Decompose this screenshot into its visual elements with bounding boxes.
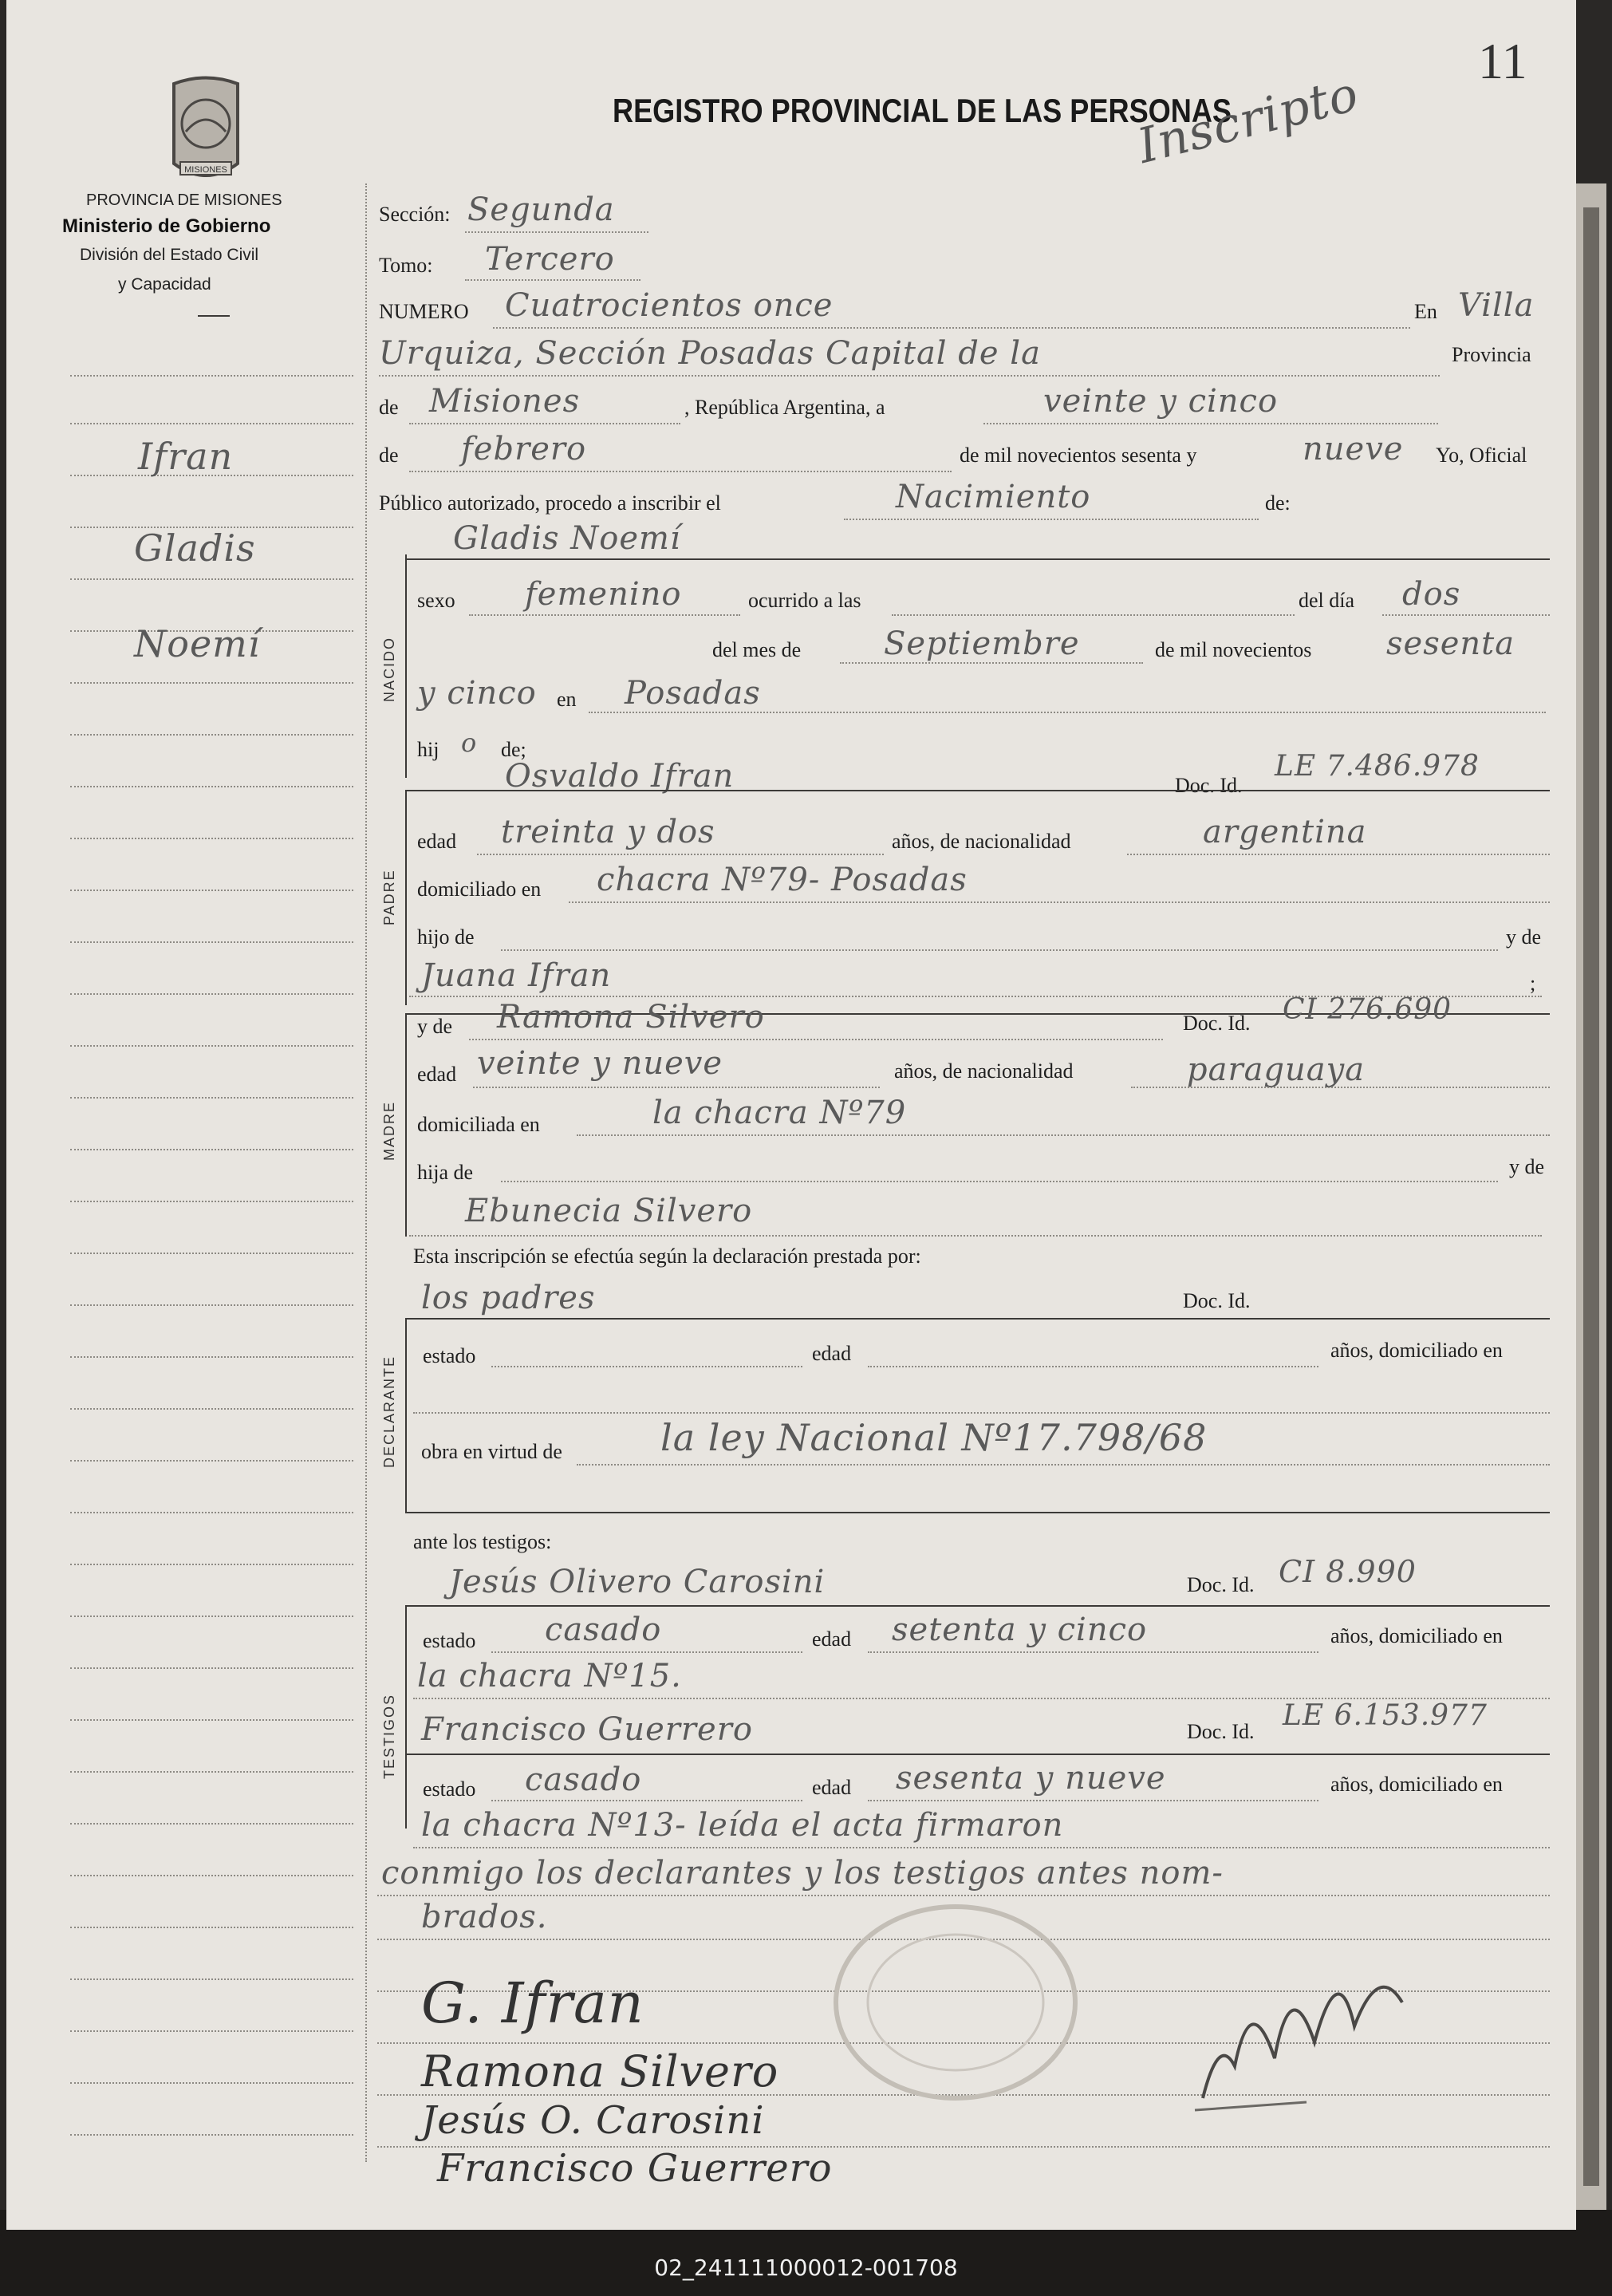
witness-1-domicilio: la chacra Nº15. xyxy=(417,1658,682,1694)
padre-bracket xyxy=(405,790,407,1005)
capacity-label: y Capacidad xyxy=(118,275,211,294)
witness-2-doc: LE 6.153.977 xyxy=(1283,1699,1488,1732)
numero-value: Cuatrocientos once xyxy=(505,287,834,324)
mother-nac-label: años, de nacionalidad xyxy=(894,1059,1074,1083)
declarante-doc-label: Doc. Id. xyxy=(1183,1289,1251,1312)
signature-father: G. Ifran xyxy=(421,1971,644,2036)
mother-name: Ramona Silvero xyxy=(497,999,765,1036)
nacido-bracket xyxy=(405,554,407,778)
father-edad-label: edad xyxy=(417,830,457,853)
provincial-seal-icon xyxy=(158,76,254,187)
hijo-label: hij xyxy=(417,738,439,761)
page-number: 11 xyxy=(1478,33,1527,89)
oficial-label: Yo, Oficial xyxy=(1436,444,1527,467)
declarante-edad-label: edad xyxy=(812,1342,852,1365)
margin-first-name: Gladis xyxy=(134,527,256,570)
father-name: Osvaldo Ifran xyxy=(505,758,735,795)
ocurrido-label: ocurrido a las xyxy=(748,589,861,612)
book-edge-shadow xyxy=(1583,207,1599,2186)
testigos-bracket xyxy=(405,1605,407,1829)
anio-1-value: sesenta xyxy=(1386,625,1515,662)
birth-place: Posadas xyxy=(625,675,761,712)
witness-2-name: Francisco Guerrero xyxy=(421,1711,753,1748)
mother-y-de: y de xyxy=(1509,1155,1545,1178)
division-label: División del Estado Civil xyxy=(80,246,259,264)
province-name: Misiones xyxy=(429,383,581,420)
mes-value: Septiembre xyxy=(884,625,1080,662)
en-label: En xyxy=(1414,300,1437,323)
publico-label: Público autorizado, procedo a inscribir el xyxy=(379,491,721,515)
obra-label: obra en virtud de xyxy=(421,1440,562,1463)
witness-2-edad: sesenta y nueve xyxy=(896,1760,1166,1797)
anio-2-value: y cinco xyxy=(417,675,537,712)
provincia-label: Provincia xyxy=(1452,343,1531,366)
witness-1-edad-label: edad xyxy=(812,1627,852,1651)
witness-1-doc-label: Doc. Id. xyxy=(1187,1573,1255,1596)
seal-text: MISIONES xyxy=(184,165,227,175)
mother-mother-name: Ebunecia Silvero xyxy=(465,1193,753,1229)
tomo-value: Tercero xyxy=(485,241,615,278)
witness-2-estado: casado xyxy=(525,1761,642,1798)
witness-2-estado-label: estado xyxy=(423,1777,476,1801)
place-value: Urquiza, Sección Posadas Capital de la xyxy=(379,335,1041,372)
mother-domicilio: la chacra Nº79 xyxy=(652,1095,907,1131)
padre-side-label: PADRE xyxy=(381,869,397,925)
en-value: Villa xyxy=(1458,287,1535,324)
numero-label: NUMERO xyxy=(379,300,469,323)
witness-2-doc-label: Doc. Id. xyxy=(1187,1720,1255,1743)
witness-2-edad-label: edad xyxy=(812,1776,852,1799)
father-edad: treinta y dos xyxy=(501,814,715,850)
novecientos-label: de mil novecientos xyxy=(1155,638,1312,661)
margin-surname: Ifran xyxy=(138,435,234,478)
father-mother-name: Juana Ifran xyxy=(421,957,612,994)
closing-line-2: brados. xyxy=(421,1899,548,1935)
father-dom-label: domiciliado en xyxy=(417,878,542,901)
mother-hija-label: hija de xyxy=(417,1161,474,1184)
seccion-label: Sección: xyxy=(379,203,451,226)
dia-label: del día xyxy=(1299,589,1355,612)
day-value: veinte y cinco xyxy=(1043,383,1279,420)
declarante-estado-label: estado xyxy=(423,1344,476,1367)
madre-side-label: MADRE xyxy=(381,1100,397,1161)
mother-doc: CI 276.690 xyxy=(1283,993,1452,1026)
de-label: de xyxy=(379,396,399,419)
hijo-de-label: de; xyxy=(501,738,526,761)
madre-bracket xyxy=(405,1013,407,1237)
republic-label: , República Argentina, a xyxy=(684,396,885,419)
declarante-bracket xyxy=(405,1318,407,1513)
page-title: REGISTRO PROVINCIAL DE LAS PERSONAS xyxy=(613,92,1232,129)
father-doc-label: Doc. Id. xyxy=(1175,774,1243,797)
father-semicolon: ; xyxy=(1530,972,1536,995)
ley-value: la ley Nacional Nº17.798/68 xyxy=(660,1416,1208,1459)
father-nac-label: años, de nacionalidad xyxy=(892,830,1071,853)
declaracion-intro: Esta inscripción se efectúa según la declaración prestada por: xyxy=(413,1245,921,1268)
mes-label: del mes de xyxy=(712,638,802,661)
witness-2-anios-label: años, domiciliado en xyxy=(1330,1773,1503,1796)
de2-label: de xyxy=(379,444,399,467)
witness-1-estado: casado xyxy=(545,1612,662,1648)
year-value: nueve xyxy=(1303,431,1404,467)
father-doc: LE 7.486.978 xyxy=(1275,750,1480,783)
seccion-value: Segunda xyxy=(467,191,615,228)
officer-signature-icon xyxy=(1187,1939,1426,2122)
en-birth-label: en xyxy=(557,688,577,711)
mother-edad-label: edad xyxy=(417,1063,457,1086)
image-id-footer: 02_241111000012-001708 xyxy=(654,2255,958,2281)
declarante-side-label: DECLARANTE xyxy=(381,1355,397,1468)
closing-line-1: conmigo los declarantes y los testigos antes nom- xyxy=(381,1855,1224,1892)
testigos-intro: ante los testigos: xyxy=(413,1530,552,1553)
month-value: febrero xyxy=(461,431,587,467)
nacido-side-label: NACIDO xyxy=(381,636,397,702)
ministry-label: Ministerio de Gobierno xyxy=(62,215,271,237)
sexo-value: femenino xyxy=(525,576,682,613)
father-nacionalidad: argentina xyxy=(1203,814,1367,850)
child-name: Gladis Noemí xyxy=(453,520,681,557)
year-label: de mil novecientos sesenta y xyxy=(960,444,1197,467)
father-domicilio: chacra Nº79- Posadas xyxy=(597,862,968,898)
sexo-label: sexo xyxy=(417,589,455,612)
signature-witness-2: Francisco Guerrero xyxy=(437,2146,833,2191)
witness-1-estado-label: estado xyxy=(423,1629,476,1652)
mother-doc-label: Doc. Id. xyxy=(1183,1012,1251,1035)
register-page xyxy=(6,0,1576,2230)
witness-1-anios-label: años, domiciliado en xyxy=(1330,1624,1503,1647)
official-stamp-icon xyxy=(828,1899,1083,2106)
act-type-value: Nacimiento xyxy=(896,479,1091,515)
signature-mother: Ramona Silvero xyxy=(421,2046,779,2097)
declarante-name: los padres xyxy=(421,1280,596,1316)
mother-dom-label: domiciliada en xyxy=(417,1113,540,1136)
declarante-anios-label: años, domiciliado en xyxy=(1330,1339,1503,1362)
office-rule xyxy=(198,315,230,317)
witness-1-edad: setenta y cinco xyxy=(892,1612,1148,1648)
witness-2-domicilio: la chacra Nº13- leída el acta firmaron xyxy=(421,1807,1064,1844)
margin-second-name: Noemí xyxy=(134,622,261,665)
province-label: PROVINCIA DE MISIONES xyxy=(86,191,282,209)
mother-edad: veinte y nueve xyxy=(477,1045,723,1082)
tomo-label: Tomo: xyxy=(379,254,433,277)
testigos-side-label: TESTIGOS xyxy=(381,1693,397,1779)
dia-value: dos xyxy=(1402,576,1461,613)
signature-witness-1: Jesús O. Carosini xyxy=(421,2098,765,2143)
de3-label: de: xyxy=(1265,491,1291,515)
hijo-suffix: o xyxy=(461,728,478,758)
witness-1-doc: CI 8.990 xyxy=(1279,1554,1417,1589)
mother-nacionalidad: paraguaya xyxy=(1187,1051,1366,1088)
father-y-de-label: y de xyxy=(1506,925,1542,949)
inscribed-stamp: Inscripto xyxy=(1132,65,1365,175)
father-hijo-label: hijo de xyxy=(417,925,475,949)
left-margin-rule xyxy=(365,183,367,2162)
witness-1-name: Jesús Olivero Carosini xyxy=(449,1564,826,1600)
mother-y-de-label: y de xyxy=(417,1015,453,1038)
